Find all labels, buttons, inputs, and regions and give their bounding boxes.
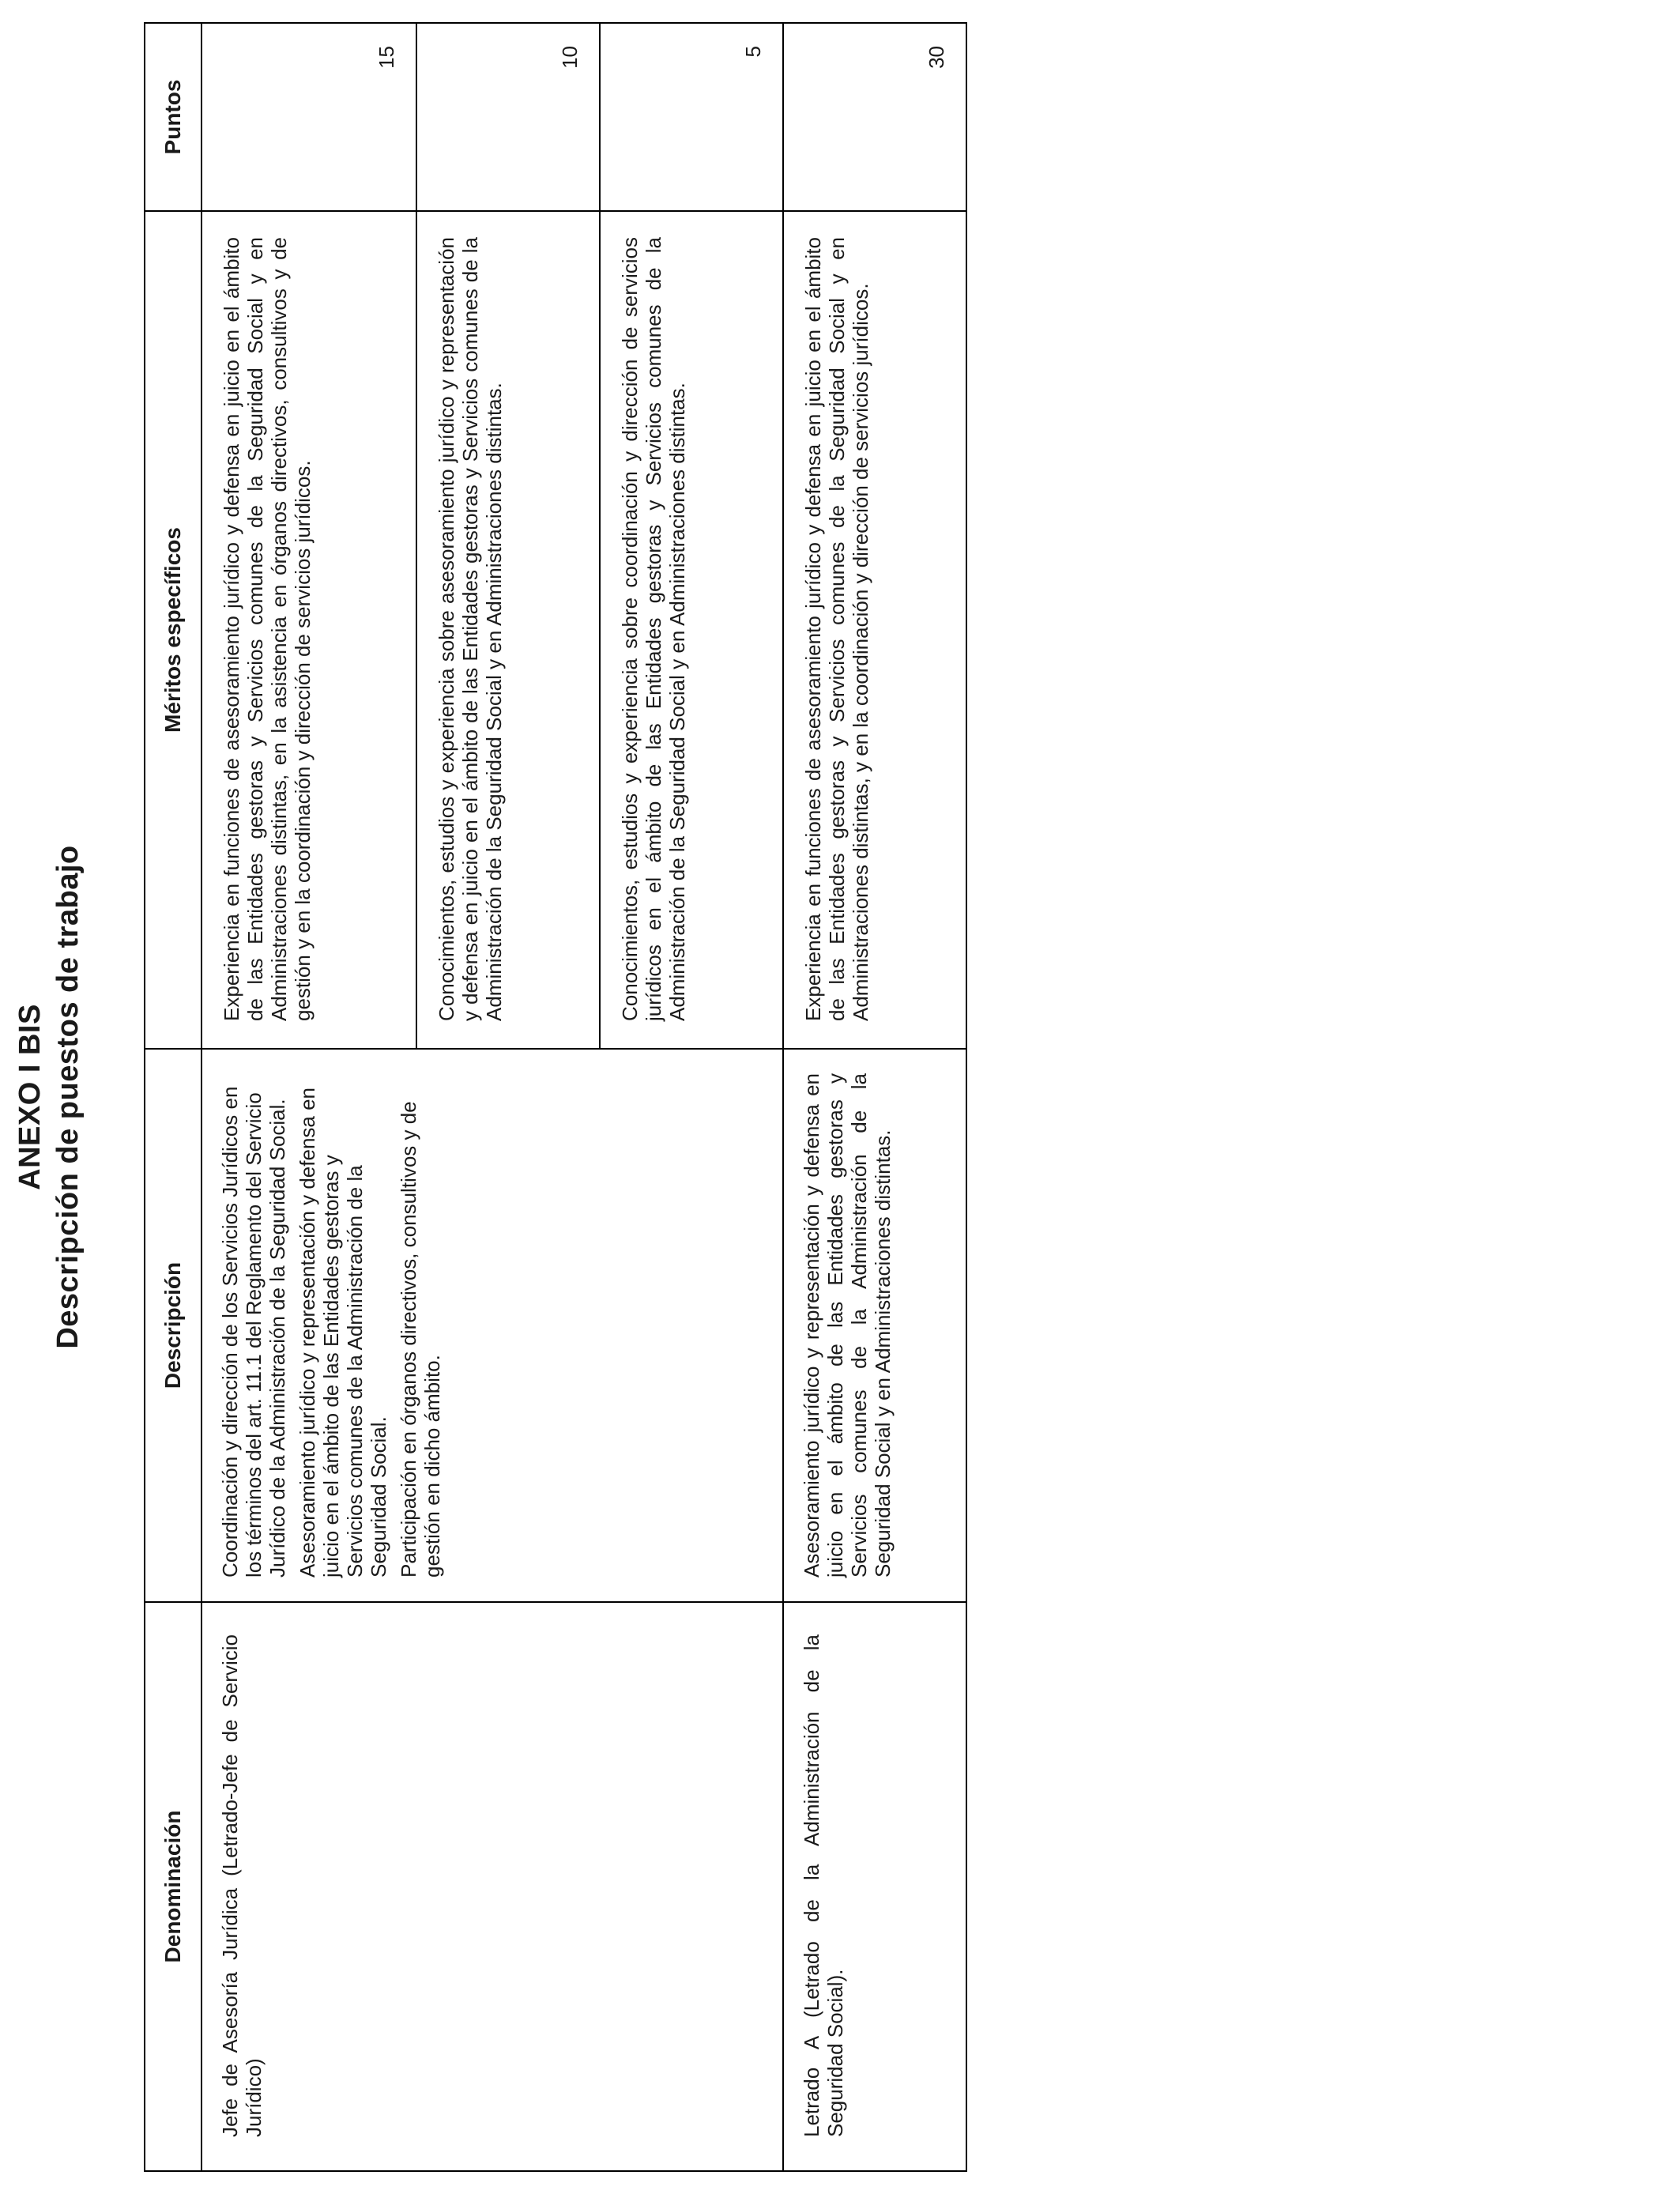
- merito-cell: Experiencia en funciones de asesoramiento jurídico y defensa en juicio en el ámbito de las Entidades gestoras y Servicios comunes de la Seguridad Social y en Administraciones distintas, en la asistencia en órganos directivos, consultivos y de gestión y en la coordinación y dirección de servicios jurídicos.: [202, 211, 416, 1049]
- column-header-puntos: Puntos: [145, 23, 202, 211]
- table-row: [783, 23, 966, 2171]
- page-subtitle: Descripción de puestos de trabajo: [51, 845, 85, 1349]
- column-header-meritos: Méritos específicos: [145, 211, 202, 1049]
- descripcion-paragraph: Asesoramiento jurídico y representación y defensa en juicio en el ámbito de las Entidades gestoras y Servicios comunes de la Administración de la Seguridad Social.: [296, 1087, 390, 1578]
- table-header-row: [145, 23, 202, 2171]
- puntos-cell: 15: [202, 23, 416, 211]
- page-title: ANEXO I BIS: [13, 1004, 47, 1190]
- denominacion-cell: Jefe de Asesoría Jurídica (Letrado-Jefe de Servicio Jurídico): [202, 1602, 783, 2171]
- puntos-cell: 10: [416, 23, 600, 211]
- merito-cell: Conocimientos, estudios y experiencia sobre coordinación y dirección de servicios jurídicos en el ámbito de las Entidades gestoras y Servicios comunes de la Administración de la Seguridad Social y en Administraciones distintas.: [600, 211, 783, 1049]
- positions-table: [144, 22, 967, 2172]
- merito-cell: Conocimientos, estudios y experiencia sobre asesoramiento jurídico y representación y defensa en juicio en el ámbito de las Entidades gestoras y Servicios comunes de la Administración de la Seguridad Social y en Administraciones distintas.: [416, 211, 600, 1049]
- denominacion-cell: Letrado A (Letrado de la Administración de la Seguridad Social).: [783, 1602, 966, 2171]
- descripcion-cell: [783, 1049, 966, 1602]
- descripcion-paragraph: Asesoramiento jurídico y representación y defensa en juicio en el ámbito de las Entidades gestoras y Servicios comunes de la Administración de la Seguridad Social y en Administraciones distintas.: [800, 1073, 895, 1578]
- title-block: [11, 0, 87, 2194]
- column-header-descripcion: Descripción: [145, 1049, 202, 1602]
- puntos-cell: 5: [600, 23, 783, 211]
- descripcion-paragraph: Coordinación y dirección de los Servicios Jurídicos en los términos del art. 11.1 del Reglamento del Servicio Jurídico de la Administración de la Seguridad Social.: [218, 1086, 289, 1578]
- puntos-cell: 30: [783, 23, 966, 211]
- descripcion-paragraph: Participación en órganos directivos, consultivos y de gestión en dicho ámbito.: [397, 1101, 444, 1578]
- merito-cell: Experiencia en funciones de asesoramiento jurídico y defensa en juicio en el ámbito de las Entidades gestoras y Servicios comunes de la Seguridad Social y en Administraciones distintas, y en la coordinación y dirección de servicios jurídicos.: [783, 211, 966, 1049]
- descripcion-cell: [202, 1049, 783, 1602]
- column-header-denominacion: Denominación: [145, 1602, 202, 2171]
- table-row: [202, 23, 416, 2171]
